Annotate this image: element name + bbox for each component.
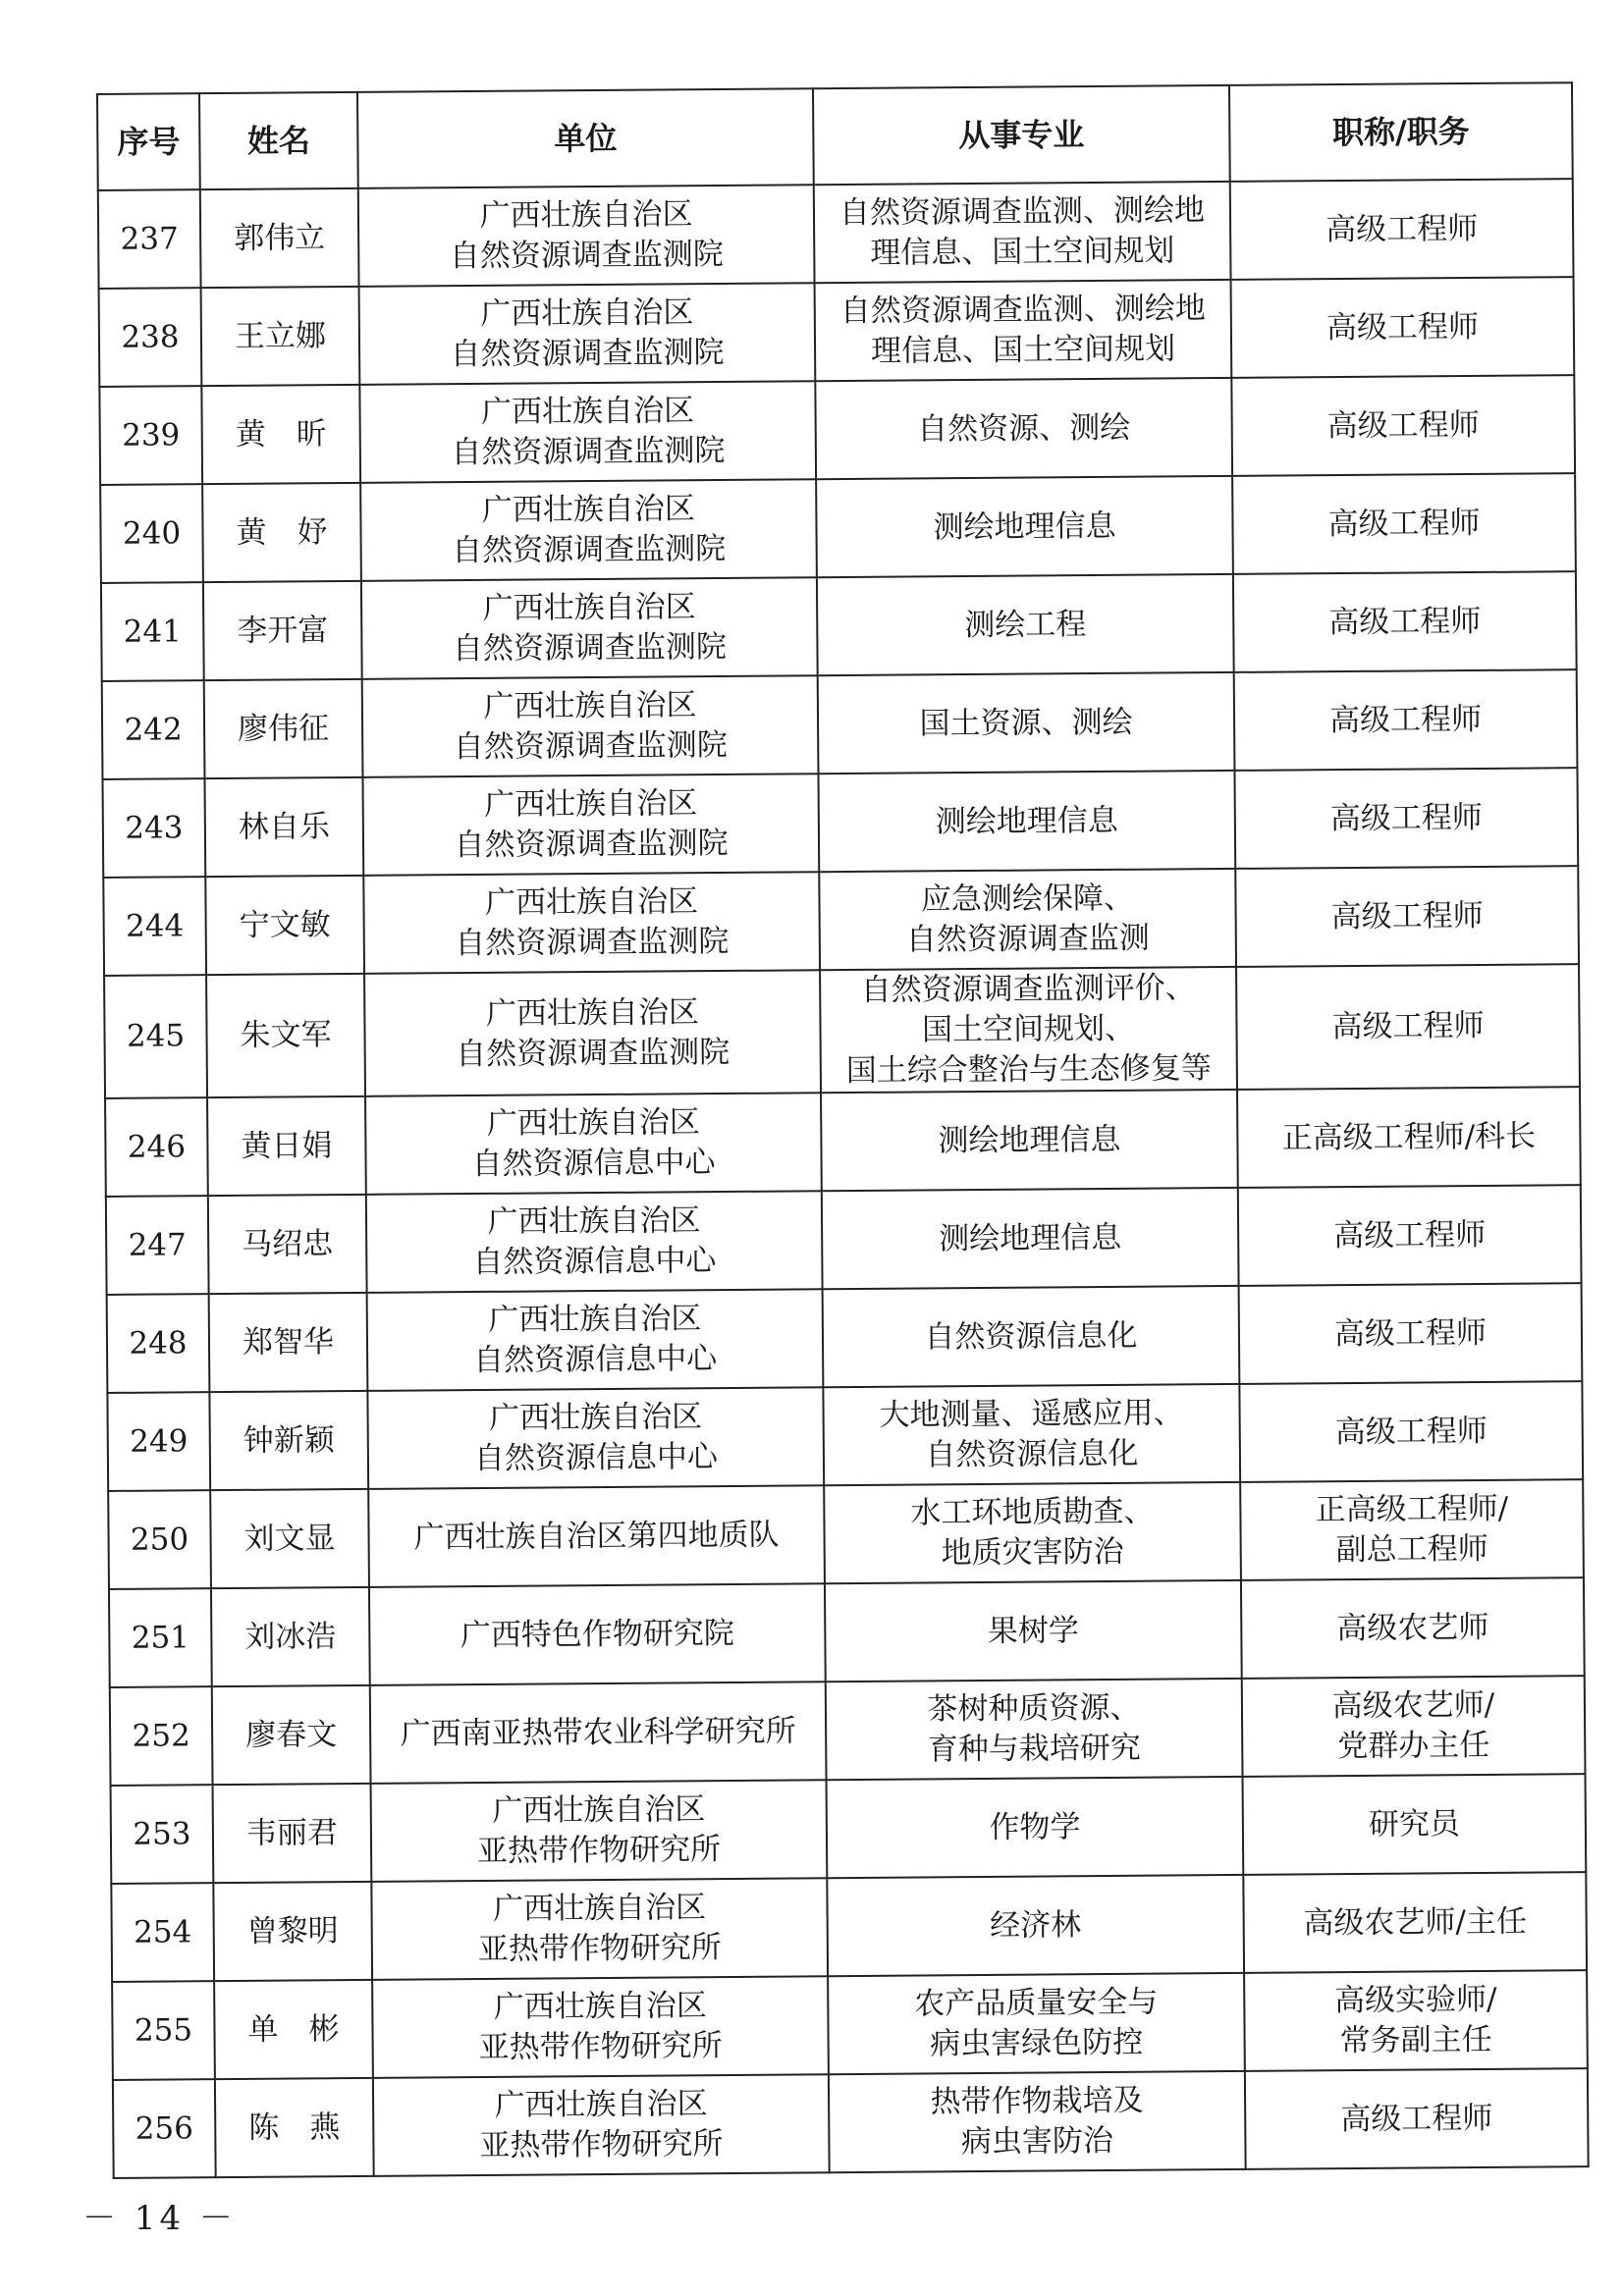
cell-no-text: 242 — [124, 711, 183, 748]
table-row — [100, 473, 1576, 583]
cell-no-text: 254 — [133, 1913, 192, 1950]
cell-no — [100, 484, 203, 583]
cell-name — [201, 287, 360, 386]
cell-no-text: 245 — [126, 1018, 186, 1054]
cell-unit — [370, 1682, 827, 1784]
cell-no — [98, 189, 201, 289]
cell-title — [1231, 375, 1575, 476]
cell-specialty-text: 热带作物栽培及 病虫害防治 — [930, 2082, 1144, 2161]
cell-no-text: 237 — [120, 220, 179, 257]
roster-table — [96, 81, 1590, 2179]
cell-specialty-text: 经济林 — [990, 1906, 1082, 1944]
cell-name — [213, 1784, 372, 1883]
cell-name-text: 郭伟立 — [234, 219, 326, 256]
header-title: 职称/职务 — [1229, 82, 1573, 182]
cell-specialty-text: 茶树种质资源、 育种与栽培研究 — [927, 1689, 1141, 1768]
cell-name — [204, 777, 363, 877]
cell-specialty — [820, 967, 1237, 1093]
cell-no-text: 243 — [125, 809, 184, 846]
table-row — [110, 1676, 1586, 1786]
cell-no-text: 240 — [122, 514, 182, 552]
cell-specialty — [819, 869, 1236, 970]
table-row — [112, 1970, 1588, 2080]
cell-no — [111, 1883, 214, 1982]
cell-unit-text: 广西壮族自治区 自然资源调查监测院 — [453, 687, 728, 766]
cell-no — [108, 1490, 211, 1589]
cell-unit-text: 广西壮族自治区 自然资源信息中心 — [471, 1104, 716, 1183]
cell-specialty — [822, 1188, 1239, 1289]
cell-specialty — [818, 771, 1235, 872]
cell-title — [1238, 1185, 1582, 1286]
cell-name-text: 王立娜 — [234, 317, 327, 354]
cell-title — [1245, 2068, 1589, 2169]
cell-specialty-text: 自然资源调查监测评价、 国土空间规划、 国土综合整治与生态修复等 — [845, 970, 1212, 1090]
cell-title-text: 高级农艺师/ 党群办主任 — [1331, 1686, 1495, 1765]
cell-specialty — [827, 1777, 1244, 1878]
cell-unit-text: 广西壮族自治区 亚热带作物研究所 — [478, 1988, 723, 2066]
cell-specialty — [821, 1090, 1238, 1191]
cell-name-text: 刘文显 — [243, 1520, 336, 1557]
cell-title — [1243, 1774, 1587, 1875]
cell-specialty-text: 国土资源、测绘 — [919, 704, 1133, 741]
cell-specialty — [815, 378, 1232, 479]
roster-sheet — [96, 93, 1571, 2179]
cell-name — [205, 876, 364, 975]
cell-name-text: 黄 妤 — [236, 513, 328, 551]
cell-unit — [358, 185, 815, 287]
cell-name-text: 廖春文 — [244, 1716, 338, 1753]
cell-specialty — [818, 672, 1235, 774]
header-name: 姓名 — [199, 92, 358, 189]
cell-unit — [363, 872, 820, 974]
cell-name-text: 韦丽君 — [245, 1814, 339, 1851]
cell-specialty — [814, 182, 1231, 283]
cell-title-text: 高级工程师 — [1333, 1216, 1487, 1254]
cell-no — [109, 1588, 212, 1687]
cell-title-text: 高级农艺师 — [1336, 1609, 1489, 1646]
page-number: － 14 － — [82, 2199, 237, 2238]
cell-unit — [360, 479, 817, 581]
table-row — [101, 571, 1577, 681]
cell-name-text: 林自乐 — [238, 808, 331, 845]
cell-specialty-text: 测绘地理信息 — [935, 802, 1118, 839]
table-row — [102, 768, 1578, 878]
cell-unit-text: 广西壮族自治区 亚热带作物研究所 — [479, 2086, 724, 2163]
cell-name-text: 廖伟征 — [237, 710, 330, 747]
cell-specialty-text: 自然资源信息化 — [924, 1317, 1138, 1355]
cell-name-text: 郑智华 — [242, 1323, 335, 1361]
cell-unit-text: 广西壮族自治区 亚热带作物研究所 — [476, 1791, 722, 1870]
cell-unit — [372, 1976, 829, 2078]
cell-title — [1237, 1087, 1581, 1188]
cell-no-text: 251 — [131, 1619, 190, 1656]
cell-specialty-text: 测绘地理信息 — [939, 1219, 1122, 1256]
cell-name — [202, 483, 361, 582]
table-row — [111, 1774, 1587, 1884]
table-row — [102, 669, 1578, 779]
table-row — [107, 1381, 1583, 1491]
cell-name-text: 钟新颖 — [243, 1421, 335, 1459]
roster-body — [98, 179, 1589, 2178]
cell-no — [107, 1392, 210, 1491]
cell-unit-text: 广西壮族自治区 自然资源信息中心 — [473, 1301, 718, 1379]
header-specialty: 从事专业 — [813, 85, 1230, 185]
cell-unit-text: 广西壮族自治区 自然资源调查监测院 — [456, 993, 730, 1072]
table-row — [108, 1479, 1584, 1589]
table-row — [105, 1087, 1581, 1197]
cell-name — [208, 1195, 367, 1294]
cell-title — [1243, 1872, 1587, 1973]
cell-unit-text: 广西壮族自治区 自然资源信息中心 — [472, 1202, 717, 1281]
cell-no-text: 246 — [127, 1128, 187, 1165]
cell-unit-text: 广西特色作物研究院 — [460, 1615, 734, 1653]
cell-specialty-text: 自然资源调查监测、测绘地 理信息、国土空间规划 — [839, 192, 1206, 271]
table-row — [104, 964, 1580, 1098]
cell-name — [214, 1980, 373, 2079]
cell-specialty — [817, 574, 1234, 675]
cell-name-text: 黄 昕 — [235, 415, 327, 453]
cell-no-text: 244 — [125, 907, 185, 944]
cell-name — [213, 1882, 372, 1981]
cell-specialty — [823, 1286, 1240, 1387]
cell-no — [110, 1686, 213, 1786]
cell-specialty-text: 测绘地理信息 — [933, 507, 1116, 545]
cell-title-text: 高级实验师/ 常务副主任 — [1333, 1981, 1497, 2059]
cell-title — [1235, 866, 1579, 967]
cell-name — [204, 679, 363, 778]
cell-no — [102, 680, 205, 779]
cell-title — [1231, 277, 1575, 378]
cell-no — [113, 2079, 216, 2178]
cell-title-text: 正高级工程师/科长 — [1281, 1118, 1537, 1156]
cell-specialty — [824, 1482, 1241, 1583]
cell-no-text: 255 — [134, 2011, 193, 2049]
cell-name-text: 黄日娟 — [241, 1127, 333, 1164]
cell-unit — [362, 774, 819, 876]
cell-specialty-text: 水工环地质勘查、 地质灾害防治 — [910, 1493, 1155, 1572]
cell-specialty — [828, 1973, 1245, 2074]
cell-unit-text: 广西壮族自治区 自然资源调查监测院 — [449, 196, 724, 275]
cell-specialty — [829, 2071, 1246, 2172]
cell-title-text: 高级工程师 — [1328, 603, 1482, 640]
cell-title-text: 高级工程师 — [1325, 308, 1480, 346]
cell-unit — [366, 1191, 823, 1293]
cell-name — [211, 1587, 370, 1686]
cell-name-text: 单 彬 — [247, 2010, 340, 2048]
cell-no-text: 252 — [132, 1717, 190, 1754]
cell-no — [104, 975, 207, 1098]
cell-name — [201, 385, 360, 484]
cell-title — [1234, 768, 1578, 869]
header-no: 序号 — [97, 93, 200, 190]
cell-title-text: 高级工程师 — [1326, 406, 1480, 444]
cell-specialty-text: 测绘地理信息 — [938, 1121, 1121, 1158]
cell-name-text: 曾黎明 — [246, 1912, 339, 1949]
cell-unit — [371, 1878, 828, 1980]
cell-specialty-text: 果树学 — [987, 1612, 1079, 1649]
cell-specialty — [815, 280, 1232, 381]
cell-title — [1240, 1479, 1584, 1580]
cell-title-text: 正高级工程师/ 副总工程师 — [1315, 1490, 1509, 1569]
cell-no-text: 250 — [130, 1521, 189, 1558]
cell-unit — [367, 1387, 824, 1489]
header-unit: 单位 — [357, 88, 814, 188]
cell-name — [203, 581, 362, 680]
cell-unit-text: 广西南亚热带农业科学研究所 — [400, 1712, 796, 1752]
cell-unit-text: 广西壮族自治区 亚热带作物研究所 — [477, 1890, 722, 1968]
cell-title — [1239, 1283, 1583, 1384]
cell-unit-text: 广西壮族自治区 自然资源调查监测院 — [450, 294, 725, 373]
cell-no-text: 239 — [122, 416, 181, 454]
cell-no-text: 248 — [129, 1324, 188, 1362]
cell-no-text: 256 — [135, 2109, 194, 2147]
cell-title-text: 高级工程师 — [1334, 1413, 1488, 1450]
cell-no — [101, 582, 204, 681]
cell-name-text: 李开富 — [237, 612, 329, 649]
cell-no — [103, 877, 206, 976]
cell-specialty — [827, 1875, 1244, 1976]
cell-name-text: 宁文敏 — [239, 906, 331, 943]
cell-no — [99, 386, 202, 485]
cell-unit-text: 广西壮族自治区 自然资源调查监测院 — [454, 785, 729, 864]
cell-specialty-text: 大地测量、遥感应用、 自然资源信息化 — [879, 1395, 1184, 1473]
cell-title-text: 高级农艺师/主任 — [1303, 1903, 1528, 1941]
cell-name — [210, 1489, 369, 1588]
cell-title — [1236, 964, 1580, 1090]
cell-name-text: 陈 燕 — [248, 2109, 341, 2146]
header-row — [97, 82, 1573, 190]
cell-title-text: 高级工程师 — [1327, 505, 1481, 542]
cell-unit-text: 广西壮族自治区 自然资源调查监测院 — [451, 393, 726, 471]
cell-unit — [369, 1583, 826, 1685]
cell-title-text: 高级工程师 — [1330, 897, 1484, 934]
table-row — [113, 2068, 1589, 2178]
cell-title — [1232, 473, 1576, 574]
table-row — [99, 277, 1575, 387]
cell-no — [111, 1785, 214, 1884]
table-row — [99, 375, 1575, 485]
table-row — [107, 1283, 1583, 1393]
cell-unit — [365, 1093, 822, 1195]
cell-title-text: 高级工程师 — [1331, 1007, 1485, 1045]
cell-unit — [359, 381, 816, 483]
cell-name — [209, 1391, 368, 1490]
cell-title — [1234, 669, 1578, 771]
cell-specialty-text: 应急测绘保障、 自然资源调查监测 — [905, 880, 1150, 958]
cell-specialty — [816, 476, 1233, 577]
cell-specialty — [825, 1580, 1242, 1682]
cell-title — [1242, 1676, 1586, 1777]
cell-no-text: 253 — [133, 1815, 191, 1852]
cell-specialty-text: 自然资源、测绘 — [917, 409, 1131, 447]
cell-unit — [359, 283, 816, 385]
cell-unit — [373, 2074, 830, 2176]
cell-no — [105, 1097, 208, 1197]
cell-title-text: 高级工程师 — [1328, 701, 1483, 738]
cell-unit-text: 广西壮族自治区 自然资源信息中心 — [473, 1399, 719, 1477]
cell-no — [106, 1196, 209, 1295]
cell-name — [206, 974, 365, 1097]
cell-unit — [367, 1289, 824, 1391]
cell-specialty — [823, 1384, 1240, 1485]
cell-no — [107, 1294, 210, 1393]
cell-no-text: 247 — [128, 1226, 187, 1263]
cell-title — [1233, 571, 1577, 672]
cell-name — [209, 1293, 368, 1392]
cell-specialty-text: 农产品质量安全与 病虫害绿色防控 — [914, 1984, 1159, 2062]
cell-title — [1244, 1970, 1588, 2071]
cell-unit — [368, 1485, 825, 1587]
cell-unit-text: 广西壮族自治区第四地质队 — [413, 1517, 780, 1556]
cell-no — [99, 288, 202, 387]
cell-no-text: 238 — [121, 318, 180, 355]
cell-name-text: 马绍忠 — [242, 1225, 334, 1262]
cell-no — [112, 1981, 215, 2080]
cell-no — [102, 778, 205, 878]
cell-title-text: 研究员 — [1368, 1805, 1461, 1842]
table-row — [109, 1577, 1585, 1687]
cell-title-text: 高级工程师 — [1340, 2100, 1493, 2137]
cell-unit — [364, 970, 821, 1096]
cell-title — [1239, 1381, 1583, 1482]
cell-unit-text: 广西壮族自治区 自然资源调查监测院 — [452, 491, 727, 569]
table-row — [103, 866, 1579, 976]
cell-unit — [362, 675, 819, 777]
cell-unit — [361, 577, 818, 679]
cell-name-text: 朱文军 — [240, 1017, 332, 1053]
table-row — [106, 1185, 1582, 1295]
cell-specialty-text: 测绘工程 — [964, 606, 1087, 643]
cell-specialty — [826, 1679, 1243, 1780]
cell-name — [212, 1685, 371, 1785]
cell-unit-text: 广西壮族自治区 自然资源调查监测院 — [455, 883, 730, 962]
cell-name — [215, 2078, 374, 2177]
cell-unit-text: 广西壮族自治区 自然资源调查监测院 — [452, 589, 728, 667]
cell-specialty-text: 作物学 — [989, 1808, 1081, 1845]
cell-no-text: 249 — [130, 1422, 189, 1460]
cell-specialty-text: 自然资源调查监测、测绘地 理信息、国土空间规划 — [839, 291, 1206, 369]
cell-name — [200, 188, 359, 288]
cell-title — [1241, 1577, 1585, 1679]
cell-title — [1230, 179, 1574, 280]
table-row — [98, 179, 1574, 289]
cell-title-text: 高级工程师 — [1329, 799, 1483, 836]
cell-unit — [371, 1780, 828, 1882]
cell-name — [207, 1096, 366, 1196]
cell-title-text: 高级工程师 — [1325, 210, 1479, 247]
cell-title-text: 高级工程师 — [1333, 1314, 1488, 1352]
table-row — [111, 1872, 1587, 1982]
cell-no-text: 241 — [123, 613, 183, 650]
cell-name-text: 刘冰浩 — [244, 1618, 337, 1655]
